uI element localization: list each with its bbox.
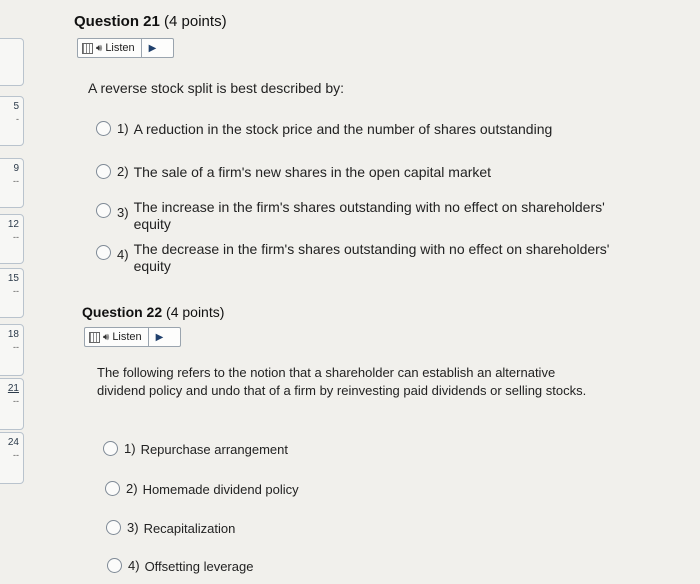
q21-option-4[interactable]: [96, 241, 616, 275]
q21-option-1[interactable]: [96, 121, 656, 138]
option-text: Homemade dividend policy: [142, 482, 299, 497]
nav-item-status: --: [13, 232, 19, 242]
question-number: Question 22: [82, 304, 163, 320]
q22-option-3[interactable]: [106, 520, 506, 537]
nav-item-status: -: [16, 114, 19, 124]
listen-label: Listen: [105, 39, 141, 57]
nav-item-21[interactable]: [0, 378, 24, 430]
nav-item-number: 12: [7, 219, 19, 230]
nav-item-24[interactable]: [0, 432, 24, 484]
listen-label: Listen: [112, 328, 148, 346]
nav-item-12[interactable]: [0, 214, 24, 264]
option-text: Offsetting leverage: [144, 559, 254, 574]
q21-option-2[interactable]: [96, 164, 656, 181]
listen-button-q21[interactable]: [77, 38, 174, 58]
nav-item-status: --: [13, 286, 19, 296]
option-text: The sale of a firm's new shares in the open capital market: [133, 164, 492, 180]
play-icon[interactable]: ▶: [148, 42, 157, 54]
question-number: Question 21: [74, 13, 160, 30]
option-text: The increase in the firm's shares outstanding with no effect on shareholders' equity: [133, 199, 605, 232]
option-number: 4): [117, 247, 129, 262]
nav-item-number: 18: [7, 329, 19, 340]
nav-item-status: --: [13, 396, 19, 406]
radio-button[interactable]: [106, 520, 121, 535]
question-21-prompt: A reverse stock split is best described by:: [88, 80, 344, 96]
nav-item-prev[interactable]: [0, 38, 24, 86]
listen-button-q22[interactable]: [84, 327, 181, 347]
nav-item-number: 15: [7, 273, 19, 284]
nav-item-18[interactable]: [0, 324, 24, 376]
speaker-icon: 🔊︎: [103, 331, 110, 343]
question-points: (4 points): [166, 304, 225, 320]
play-icon[interactable]: ▶: [155, 331, 164, 343]
q21-option-3[interactable]: [96, 199, 616, 233]
q22-option-4[interactable]: [107, 558, 507, 575]
radio-button[interactable]: [96, 164, 111, 179]
nav-item-9[interactable]: [0, 158, 24, 208]
option-text: The decrease in the firm's shares outstanding with no effect on shareholders' equity: [133, 241, 610, 274]
nav-item-number: 5: [13, 101, 19, 112]
option-text: Repurchase arrangement: [140, 442, 288, 457]
question-22-prompt: The following refers to the notion that a shareholder can establish an alternative dividend policy and undo that of a firm by reinvesting paid dividends or selling stocks.: [97, 365, 587, 398]
q22-option-2[interactable]: [105, 481, 505, 498]
nav-item-5[interactable]: [0, 96, 24, 146]
option-number: 2): [117, 164, 129, 179]
radio-button[interactable]: [96, 203, 111, 218]
option-text: A reduction in the stock price and the number of shares outstanding: [133, 121, 553, 137]
option-number: 2): [126, 481, 138, 496]
radio-button[interactable]: [107, 558, 122, 573]
nav-item-number: 24: [7, 437, 19, 448]
nav-item-number: 9: [13, 163, 19, 174]
question-21-title: [74, 13, 227, 30]
question-points: (4 points): [164, 13, 227, 30]
question-navigator: [0, 0, 30, 584]
keyboard-icon: [89, 332, 100, 343]
question-22-title: [82, 304, 224, 320]
radio-button[interactable]: [96, 245, 111, 260]
nav-item-status: --: [13, 176, 19, 186]
nav-item-number: 21: [7, 383, 19, 394]
option-text: Recapitalization: [143, 521, 236, 536]
keyboard-icon: [82, 43, 93, 54]
nav-item-status: --: [13, 342, 19, 352]
nav-item-15[interactable]: [0, 268, 24, 318]
option-number: 1): [117, 121, 129, 136]
option-number: 3): [127, 520, 139, 535]
radio-button[interactable]: [96, 121, 111, 136]
option-number: 1): [124, 441, 136, 456]
q22-option-1[interactable]: [103, 441, 503, 458]
speaker-icon: 🔊︎: [96, 42, 103, 54]
radio-button[interactable]: [105, 481, 120, 496]
radio-button[interactable]: [103, 441, 118, 456]
option-number: 4): [128, 558, 140, 573]
option-number: 3): [117, 205, 129, 220]
nav-item-status: --: [13, 450, 19, 460]
